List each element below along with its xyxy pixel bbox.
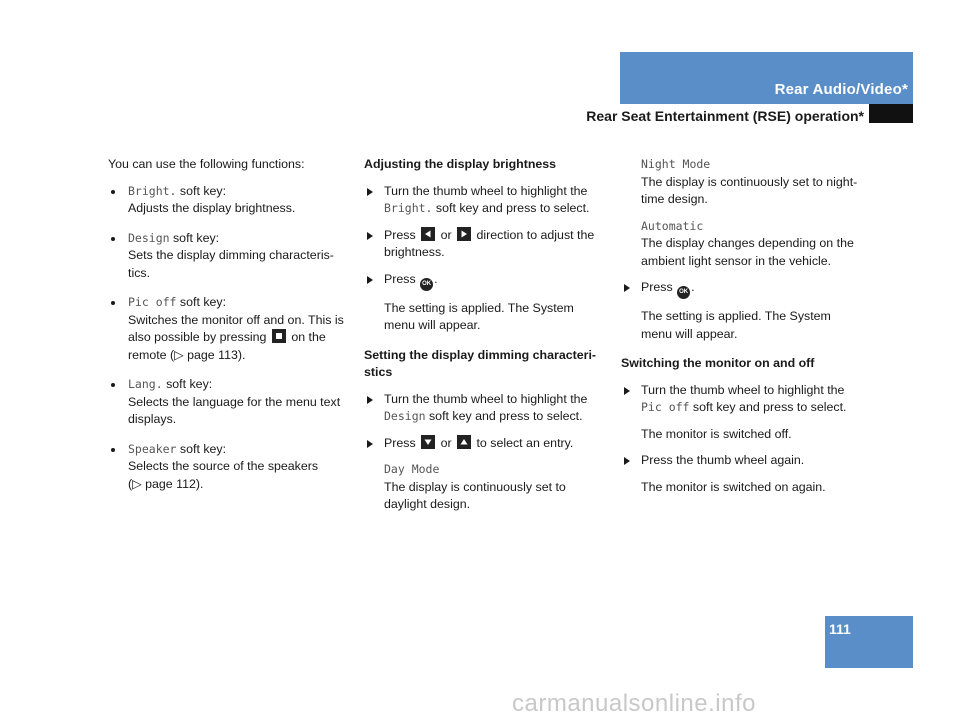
list-item: Design soft key: Sets the display dimming characteris- tics. xyxy=(108,230,353,283)
mode-label: Day Mode xyxy=(384,462,440,476)
heading-monitor: Switching the monitor on and off xyxy=(621,356,815,370)
mode-label: Automatic xyxy=(641,218,704,233)
intro-text: You can use the following functions: xyxy=(108,157,305,171)
ok-button-icon: OK xyxy=(677,286,690,299)
rse-remote-key-icon xyxy=(272,329,286,343)
subsection-title: Rear Seat Entertainment (RSE) operation* xyxy=(586,108,864,124)
column-3 xyxy=(621,156,866,496)
mode-block: Night Mode The display is continuously set to night- time design. Automatic The display changes depending on the ambient light sensor in the vehicle. xyxy=(621,156,866,270)
step-arrow-icon xyxy=(367,276,373,284)
step-item: Press or direction to adjust the brightness. xyxy=(364,227,609,262)
bullet-dot-icon xyxy=(111,190,115,194)
softkey-label: Bright. xyxy=(384,201,433,215)
column-1 xyxy=(108,156,353,493)
softkey-label: Pic off xyxy=(641,400,690,414)
down-arrow-key-icon xyxy=(421,435,435,449)
list-item: Lang. soft key: Selects the language for the menu text displays. xyxy=(108,376,353,429)
softkey-label: Pic off xyxy=(128,295,177,309)
softkey-label: Design xyxy=(128,230,170,245)
step-arrow-icon xyxy=(367,440,373,448)
heading-brightness: Adjusting the display brightness xyxy=(364,157,557,171)
bullet-dot-icon xyxy=(111,237,115,241)
step-item: Turn the thumb wheel to highlight the Pic off soft key and press to select. The monitor is switched off. xyxy=(621,382,866,444)
step-arrow-icon xyxy=(367,232,373,240)
up-arrow-key-icon xyxy=(457,435,471,449)
step-item: Turn the thumb wheel to highlight the Bright. soft key and press to select. xyxy=(364,183,609,218)
header-black-tab xyxy=(869,104,913,123)
step-item: Press the thumb wheel again. The monitor is switched on again. xyxy=(621,452,866,496)
bullet-dot-icon xyxy=(111,383,115,387)
softkey-label: Speaker xyxy=(128,441,177,456)
step-arrow-icon xyxy=(624,284,630,292)
heading-dimming: Setting the display dimming characteri- xyxy=(364,347,597,362)
left-arrow-key-icon xyxy=(421,227,435,241)
step-item: Turn the thumb wheel to highlight the Design soft key and press to select. xyxy=(364,391,609,426)
mode-label: Night Mode xyxy=(641,157,711,171)
watermark: carmanualsonline.info xyxy=(512,690,756,717)
step-arrow-icon xyxy=(624,457,630,465)
list-item: Pic off soft key: Switches the monitor off and on. This is also possible by pressing on the remote (▷ page 113). xyxy=(108,294,353,364)
section-title: Rear Audio/Video* xyxy=(774,81,908,98)
right-arrow-key-icon xyxy=(457,227,471,241)
column-2: Adjusting the display brightness Turn the thumb wheel to highlight the Bright. soft key and press to select. Press or direction to adjust the brightness. Press OK . The setting is applied. The System menu will appear. Setting the display dimming characteri- stics Turn the thumb wheel to highlight the Design soft key and press to select. Press or to select an entry. Day Mode The display is continuously set to daylight design. xyxy=(364,156,609,514)
ok-button-icon: OK xyxy=(420,278,433,291)
list-item: Bright. soft key: Adjusts the display brightness. xyxy=(108,183,353,218)
step-item: Press OK . The setting is applied. The System menu will appear. xyxy=(364,271,609,335)
bullet-dot-icon xyxy=(111,448,115,452)
softkey-label: Lang. xyxy=(128,377,163,391)
page-number: 111 xyxy=(829,621,851,637)
softkey-label: Design xyxy=(384,409,426,423)
step-item: Press OK . The setting is applied. The System menu will appear. xyxy=(621,279,866,343)
step-item: Press or to select an entry. Day Mode The display is continuously set to daylight design. xyxy=(364,435,609,514)
step-arrow-icon xyxy=(367,396,373,404)
step-arrow-icon xyxy=(624,387,630,395)
softkey-label: Bright. xyxy=(128,183,177,198)
bullet-dot-icon xyxy=(111,301,115,305)
list-item: Speaker soft key: Selects the source of the speakers (▷ page 112). xyxy=(108,441,353,494)
step-arrow-icon xyxy=(367,188,373,196)
